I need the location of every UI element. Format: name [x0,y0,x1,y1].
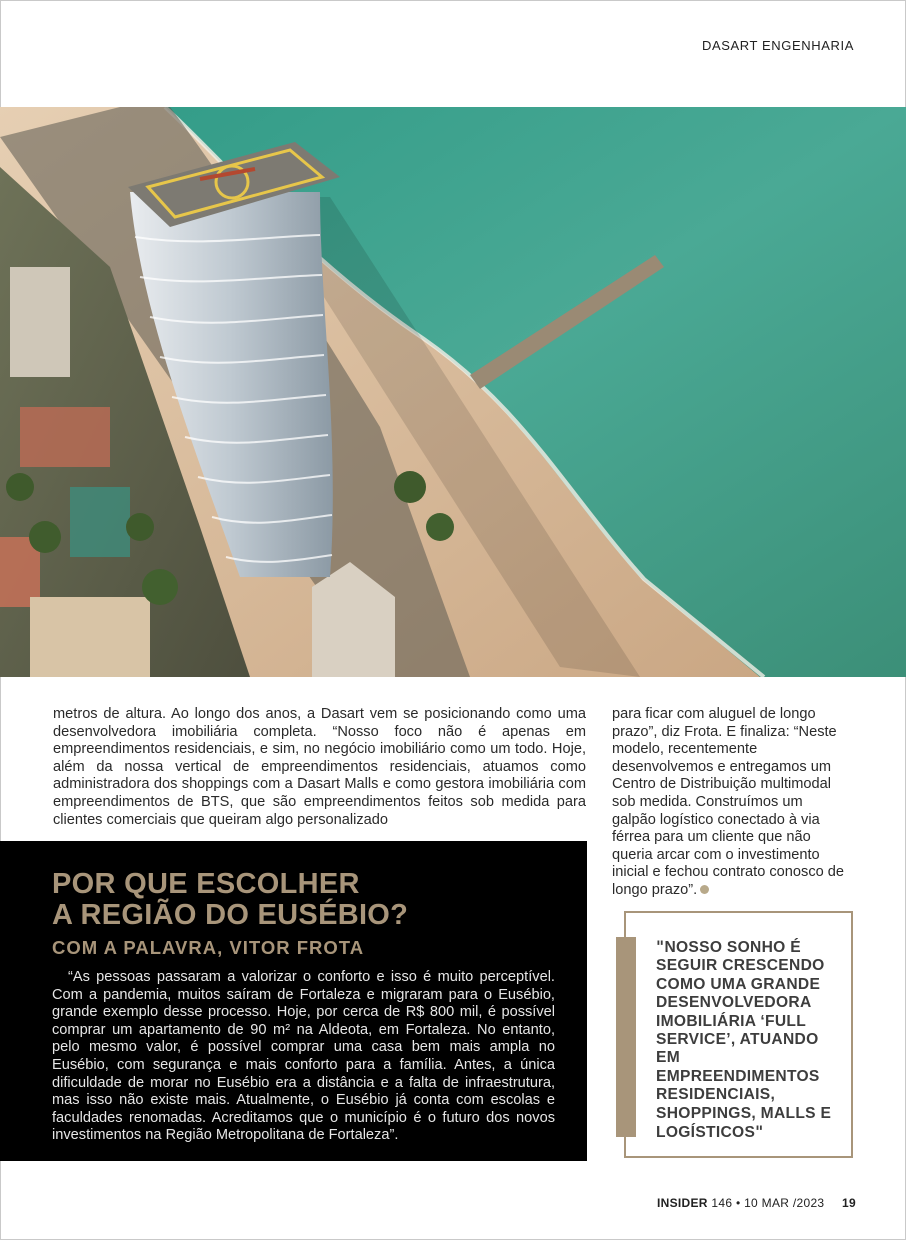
sidebar-subtitle: COM A PALAVRA, VITOR FROTA [52,937,365,958]
sidebar-title [52,869,552,931]
open-quote-mark: " [656,937,665,956]
section-label: DASART ENGENHARIA [701,38,854,53]
pull-quote-text: NOSSO SONHO É SEGUIR CRESCENDO COMO UMA GRANDE DESENVOLVEDORA IMOBILIÁRIA ‘FULL SERVICE’, ATUANDO EM EMPREENDIMENTOS RESIDENCIAIS, SHOPPINGS, MALLS E LOGÍSTICOS [656,939,832,1142]
article-left-column: metros de altura. Ao longo dos anos, a Dasart vem se posicionando como uma desenvolvedora imobiliária completa. “Nosso foco não é apenas em empreendimentos residenciais, e sim, no negócio imobiliário como um todo. Hoje, além da nossa vertical de empreendimentos residenciais, atuamos como administradora dos shoppings com a Dasart Malls e como gestora imobiliária com empreendimentos de BTS, que são empreendimentos feitos sob medida para clientes comerciais que queiram algo personalizado [53,706,586,828]
article-right-text: para ficar com aluguel de longo prazo”, diz Frota. E finaliza: “Neste modelo, recentemente desenvolvemos e entregamos um Centro de Distribuição multimodal sob medida. Construímos um galpão logístico conectado à via férrea para um cliente que não queria arcar com o investimento inicial e fechou contrato conosco de longo prazo”. [612,706,845,898]
sidebar-box [0,841,587,1161]
hero-image [0,107,906,677]
sidebar-paragraph: “As pessoas passaram a valorizar o conforto e isso é muito perceptível. Com a pandemia, muitos saíram de Fortaleza e migraram para o Eusébio, grande exemplo desse processo. Hoje, por cerca de R$ 800 mil, é possível comprar um apartamento de 90 m² na Aldeota, em Fortaleza. No entanto, pelo mesmo valor, é possível comprar uma casa bem mais ampla no Eusébio, com segurança e mais conforto para a família. Antes, a única dificuldade de morar no Eusébio era a distância e a falta de infraestrutura, mas isso não existe mais. Atualmente, o Eusébio já conta com escolas e faculdades renomadas. Acreditamos que o município é o futuro dos novos investimentos na Região Metropolitana de Fortaleza”. [52,969,555,1144]
pull-quote-bar [616,937,636,1137]
footer-brand: INSIDER [656,1196,708,1210]
sidebar-title-line1: POR QUE ESCOLHER [52,868,360,900]
page-footer [657,1196,856,1210]
page-number: 19 [842,1196,856,1210]
footer-issue: 146 • 10 MAR /2023 [711,1196,825,1210]
pull-quote [656,938,846,1142]
article-right-column [612,706,850,900]
close-quote-mark: " [755,1122,764,1142]
sidebar-title-line2: A REGIÃO DO EUSÉBIO? [52,899,409,931]
end-of-article-icon [700,885,709,894]
sidebar-text [52,969,555,1145]
